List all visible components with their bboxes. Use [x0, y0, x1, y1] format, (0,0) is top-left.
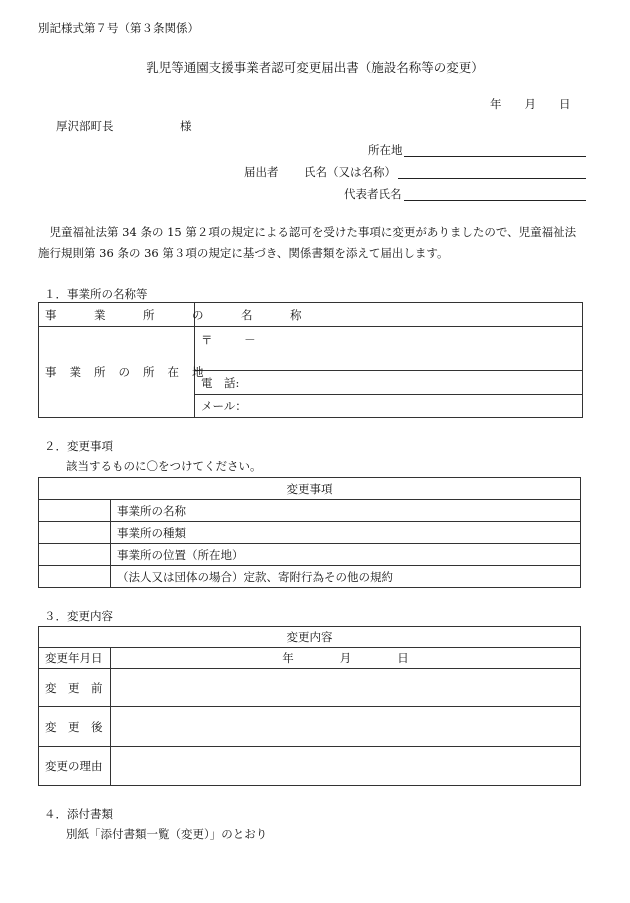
change-items-table — [38, 477, 581, 588]
after-label: 変 更 後 — [39, 707, 111, 747]
address-line[interactable] — [404, 156, 586, 157]
facility-address-label: 事業所の所在地 — [39, 327, 195, 418]
email-label: メール： — [201, 399, 247, 413]
before-field[interactable] — [111, 669, 581, 707]
date-line: 年 月 日 — [490, 97, 571, 111]
postal-field[interactable] — [195, 327, 583, 371]
honorific: 様 — [180, 119, 192, 133]
name-label: 氏名（又は名称） — [304, 165, 396, 179]
section2-heading: ２．変更事項 — [44, 439, 113, 453]
address-label: 所在地 — [368, 143, 403, 157]
section1-heading: １．事業所の名称等 — [44, 287, 148, 301]
facility-name-label: 事 業 所 の 名 称 — [39, 303, 195, 327]
name-line[interactable] — [398, 178, 586, 179]
addressee: 厚沢部町長 — [56, 119, 114, 133]
attachment-text: 別紙「添付書類一覧（変更）」のとおり — [66, 827, 268, 841]
document-title: 乳児等通園支援事業者認可変更届出書（施設名称等の変更） — [146, 60, 484, 75]
reason-label: 変更の理由 — [39, 747, 111, 786]
change-date-field[interactable]: 年 月 日 — [111, 648, 581, 669]
after-field[interactable] — [111, 707, 581, 747]
intro-paragraph: 児童福祉法第 34 条の 15 第２項の規定による認可を受けた事項に変更がありましたので、児童福祉法施行規則第 36 条の 36 第３項の規定に基づき、関係書類を添えて届出します。 — [38, 225, 577, 260]
change-details-header: 変更内容 — [39, 627, 581, 648]
phone-field[interactable] — [195, 371, 583, 395]
change-item: 事業所の種類 — [111, 522, 581, 544]
notifier-label: 届出者 — [244, 165, 279, 179]
section3-heading: ３．変更内容 — [44, 609, 113, 623]
postal-mark: 〒 — [201, 333, 213, 347]
phone-label: 電 話: — [201, 375, 240, 390]
section2-instruction: 該当するものに〇をつけてください。 — [66, 459, 262, 473]
form-number: 別記様式第７号（第３条関係） — [38, 21, 199, 35]
email-field[interactable] — [195, 395, 583, 418]
postal-dash: － — [244, 333, 256, 347]
facility-table — [38, 302, 583, 418]
change-details-table — [38, 626, 581, 786]
before-label: 変 更 前 — [39, 669, 111, 707]
representative-label: 代表者氏名 — [344, 187, 402, 201]
change-items-header: 変更事項 — [39, 478, 581, 500]
change-date-label: 変更年月日 — [39, 648, 111, 669]
change-item: 事業所の位置（所在地） — [111, 544, 581, 566]
change-item: （法人又は団体の場合）定款、寄附行為その他の規約 — [111, 566, 581, 588]
reason-field[interactable] — [111, 747, 581, 786]
change-item: 事業所の名称 — [111, 500, 581, 522]
representative-line[interactable] — [404, 200, 586, 201]
circle-cell-4[interactable] — [39, 566, 111, 588]
circle-cell-3[interactable] — [39, 544, 111, 566]
circle-cell-1[interactable] — [39, 500, 111, 522]
circle-cell-2[interactable] — [39, 522, 111, 544]
section4-heading: ４．添付書類 — [44, 807, 113, 821]
